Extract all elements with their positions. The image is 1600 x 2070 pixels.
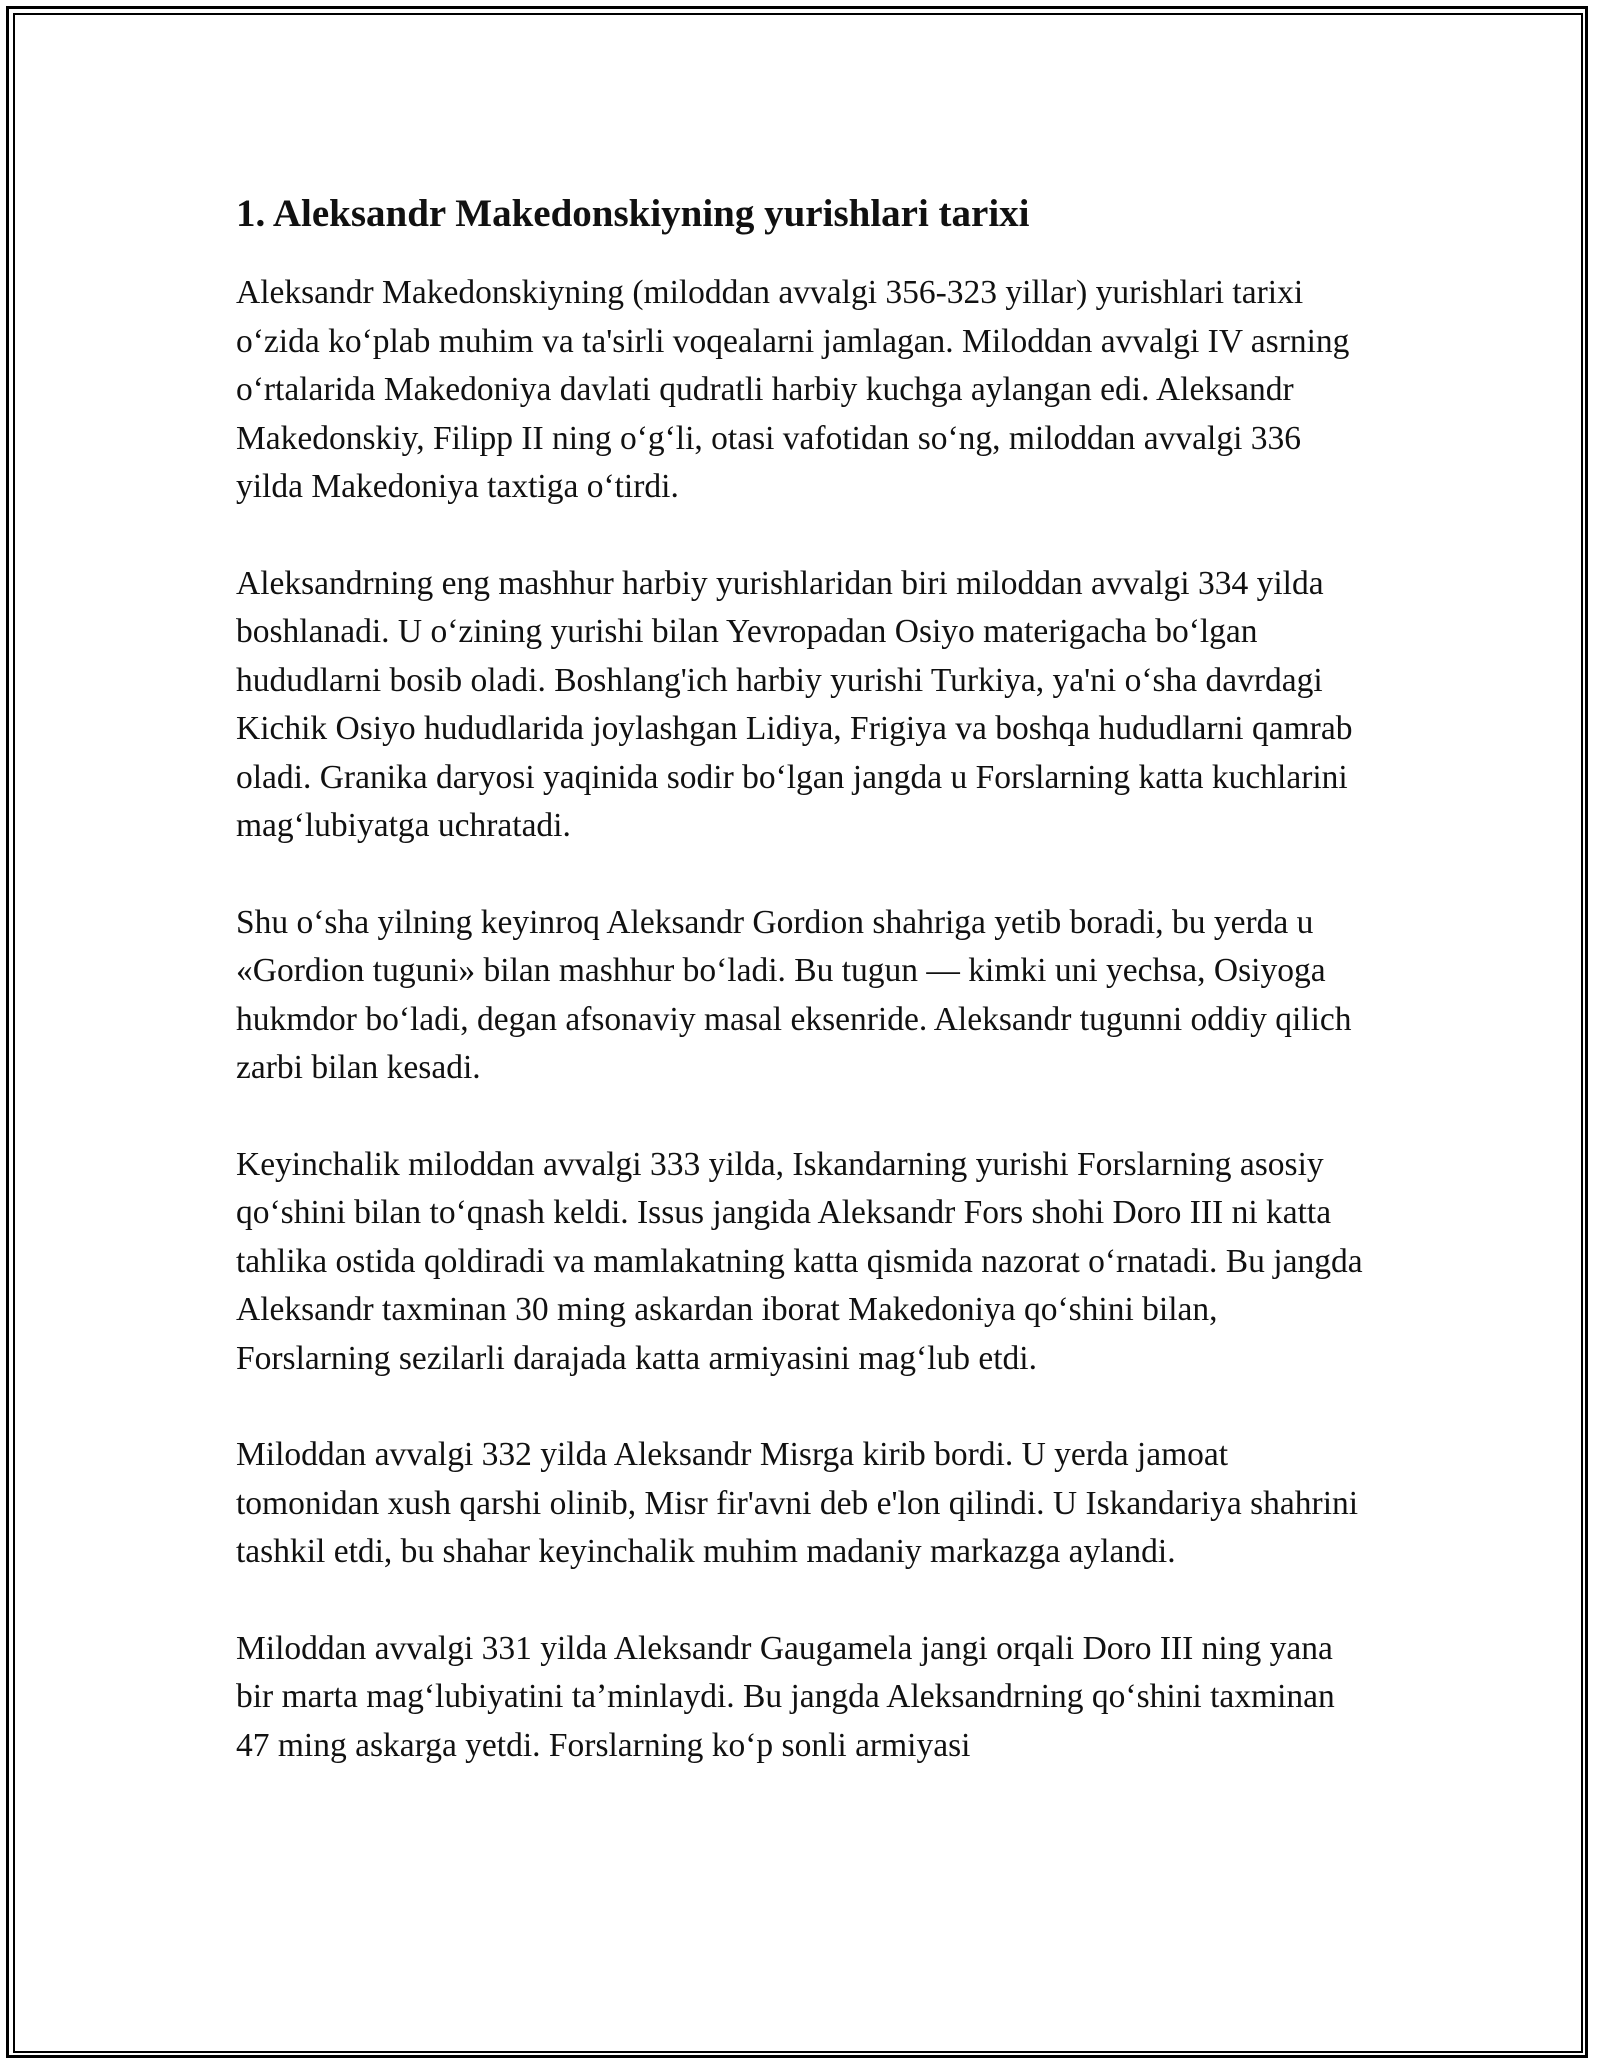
paragraph: Aleksandr Makedonskiyning (miloddan avvalgi 356-323 yillar) yurishlari tarixi oʻzida koʻplab muhim va ta'sirli voqealarni jamlagan. Miloddan avvalgi IV asrning oʻrtalarida Makedoniya davlati qudratli harbiy kuchga aylangan edi. Aleksandr Makedonskiy, Filipp II ning oʻgʻli, otasi vafotidan soʻng, miloddan avvalgi 336 yilda Makedoniya taxtiga oʻtirdi. [236, 274, 1350, 505]
section-title: 1. Aleksandr Makedonskiyning yurishlari tarixi [236, 192, 1030, 235]
paragraph: Miloddan avvalgi 332 yilda Aleksandr Misrga kirib bordi. U yerda jamoat tomonidan xush qarshi olinib, Misr fir'avni deb e'lon qilindi. U Iskandariya shahrini tashkil etdi, bu shahar keyinchalik muhim madaniy markazga aylandi. [236, 1436, 1359, 1570]
paragraph: Aleksandrning eng mashhur harbiy yurishlaridan biri miloddan avvalgi 334 yilda boshlanadi. U oʻzining yurishi bilan Yevropadan Osiyo materigacha boʻlgan hududlarni bosib oladi. Boshlang'ich harbiy yurishi Turkiya, ya'ni oʻsha davrdagi Kichik Osiyo hududlarida joylashgan Lidiya, Frigiya va boshqa hududlarni qamrab oladi. Granika daryosi yaqinida sodir boʻlgan jangda u Forslarning katta kuchlarini magʻlubiyatga uchratadi. [236, 564, 1353, 844]
paragraph: Miloddan avvalgi 331 yilda Aleksandr Gaugamela jangi orqali Doro III ning yana bir marta magʻlubiyatini taʼminlaydi. Bu jangda Aleksandrning qoʻshini taxminan 47 ming askarga yetdi. Forslarning koʻp sonli armiyasi [236, 1629, 1335, 1764]
paragraph: Shu oʻsha yilning keyinroq Aleksandr Gordion shahriga yetib boradi, bu yerda u «Gordion tuguni» bilan mashhur boʻladi. Bu tugun — kimki uni yechsa, Osiyoga hukmdor boʻladi, degan afsonaviy masal eksenride. Aleksandr tugunni oddiy qilich zarbi bilan kesadi. [236, 903, 1352, 1086]
paragraph: Keyinchalik miloddan avvalgi 333 yilda, Iskandarning yurishi Forslarning asosiy qoʻshini bilan toʻqnash keldi. Issus jangida Aleksandr Fors shohi Doro III ni katta tahlika ostida qoldiradi va mamlakatning katta qismida nazorat oʻrnatadi. Bu jangda Aleksandr taxminan 30 ming askardan iborat Makedoniya qoʻshini bilan, Forslarning sezilarli darajada katta armiyasini magʻlub etdi. [236, 1145, 1363, 1377]
document-body [236, 185, 1376, 1818]
